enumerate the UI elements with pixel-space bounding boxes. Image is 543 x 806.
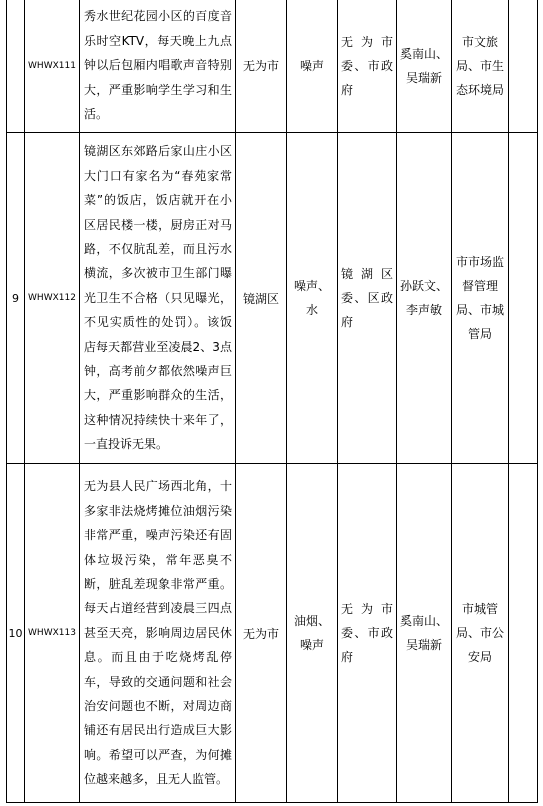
responsible-leader-cell: 奚南山、吴瑞新 <box>397 0 452 133</box>
row-number-cell: 10 <box>7 464 25 803</box>
area-cell: 无为市 <box>236 464 287 803</box>
responsible-unit-cell: 无为市委、市政府 <box>338 0 397 133</box>
area-cell: 镜湖区 <box>236 133 287 464</box>
empty-cell <box>509 0 538 133</box>
responsible-unit-cell: 无为市委、市政府 <box>338 464 397 803</box>
department-cell: 市城管局、市公安局 <box>452 464 509 803</box>
department-cell: 市文旅局、市生态环境局 <box>452 0 509 133</box>
area-cell: 无为市 <box>236 0 287 133</box>
empty-cell <box>509 464 538 803</box>
responsible-leader-cell: 奚南山、吴瑞新 <box>397 464 452 803</box>
responsible-unit-cell: 镜湖区委、区政府 <box>338 133 397 464</box>
case-code-cell: WHWX111 <box>25 0 80 133</box>
table-row <box>7 0 538 133</box>
pollution-type-cell: 噪声 <box>287 0 338 133</box>
complaint-content-cell: 无为县人民广场西北角，十多家非法烧烤摊位油烟污染非常严重，噪声污染还有固体垃圾污染，常年恶臭不断，脏乱差现象非常严重。每天占道经营到凌晨三四点甚至天亮，影响周边居民休息。而且由于吃烧烤乱停车，导致的交通问题和社会治安问题也不断，对周边商铺还有居民出行造成巨大影响。希望可以严查，为何摊位越来越多，且无人监管。 <box>80 464 236 803</box>
department-cell: 市市场监督管理局、市城管局 <box>452 133 509 464</box>
complaint-table <box>6 0 538 803</box>
complaint-content-cell: 秀水世纪花园小区的百度音乐时空KTV，每天晚上九点钟以后包厢内唱歌声音特别大，严重影响学生学习和生活。 <box>80 0 236 133</box>
row-number-cell: 9 <box>7 133 25 464</box>
case-code-cell: WHWX112 <box>25 133 80 464</box>
responsible-leader-cell: 孙跃文、李声敏 <box>397 133 452 464</box>
pollution-type-cell: 油烟、噪声 <box>287 464 338 803</box>
empty-cell <box>509 133 538 464</box>
complaint-content-cell: 镜湖区东郊路后家山庄小区大门口有家名为“春苑家常菜”的饭店，饭店就开在小区居民楼一楼，厨房正对马路，不仅肮乱差，而且污水横流，多次被市卫生部门曝光卫生不合格（只见曝光，不见实质性的处罚）。该饭店每天都营业至凌晨2、3点钟，高考前夕都依然噪声巨大，严重影响群众的生活，这种情况持续快十来年了，一直投诉无果。 <box>80 133 236 464</box>
pollution-type-cell: 噪声、水 <box>287 133 338 464</box>
table-row <box>7 464 538 803</box>
row-number-cell <box>7 0 25 133</box>
table-row <box>7 133 538 464</box>
case-code-cell: WHWX113 <box>25 464 80 803</box>
